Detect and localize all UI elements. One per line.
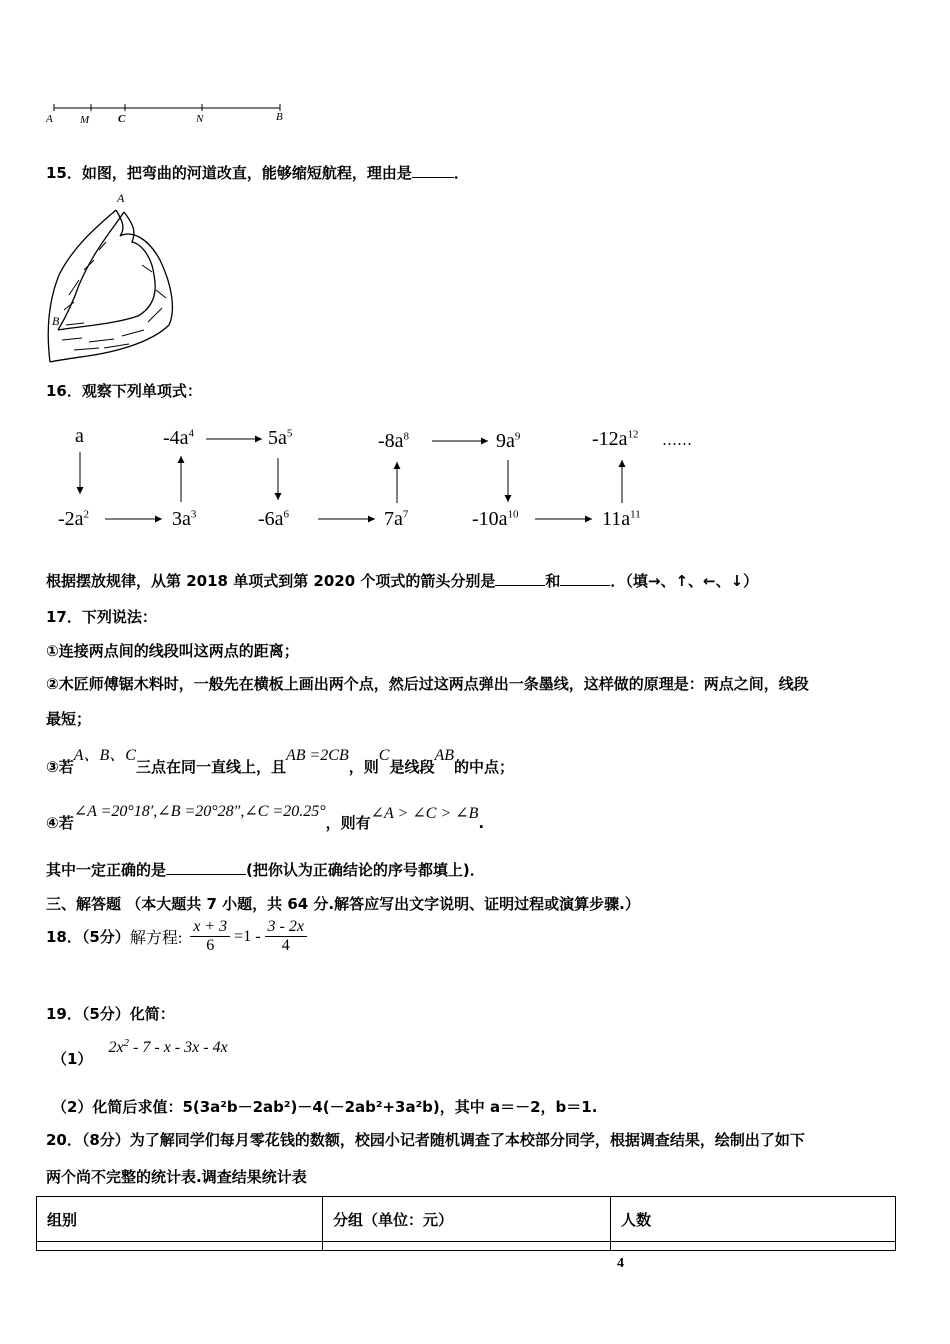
term-2: $-2a^2$ <box>58 508 90 530</box>
term-7: $7a^7$ <box>384 508 409 530</box>
page-number: 4 <box>617 1256 624 1271</box>
point-label-m: M <box>80 114 90 126</box>
q16-blank-2[interactable] <box>560 585 610 586</box>
question-15: 15．如图，把弯曲的河道改直，能够缩短航程，理由是 ． <box>46 164 469 182</box>
term-6: $-6a^6$ <box>258 508 290 530</box>
term-9: $9a^9$ <box>496 430 521 452</box>
q15-text: 15．如图，把弯曲的河道改直，能够缩短航程，理由是 <box>46 164 412 182</box>
term-1: a <box>75 425 84 447</box>
question-18: 18．（5分） 解方程: $\frac{x + 3}{6}$ =1 - $\frac{3 - 2x}{4}$ <box>46 918 307 955</box>
q18-fraction-1: $\frac{x + 3}{6}$ <box>190 918 230 955</box>
table-header-count: 人数 <box>611 1197 896 1242</box>
table-row <box>37 1242 896 1251</box>
q16-blank-1[interactable] <box>495 585 545 586</box>
terms-ellipsis: …… <box>662 431 692 449</box>
q20-line-1: 20．（8分）为了解同学们每月零花钱的数额，校园小记者随机调查了本校部分同学，根据调查结果，绘制出了如下 <box>46 1131 805 1149</box>
river-label-b: B <box>52 314 60 328</box>
term-arrows <box>0 0 950 560</box>
q17-blank[interactable] <box>166 874 246 875</box>
term-8: $-8a^8$ <box>378 430 410 452</box>
stat-table <box>36 1196 896 1251</box>
q17-statement-2a: ②木匠师傅锯木料时，一般先在横板上画出两个点，然后过这两点弹出一条墨线，这样做的原理是：两点之间，线段 <box>46 675 809 693</box>
term-11: $11a^{11}$ <box>602 508 641 530</box>
q17-answer: 其中一定正确的是 (把你认为正确结论的序号都填上)． <box>46 861 485 879</box>
point-label-b: B <box>276 111 283 123</box>
table-header-range: 分组（单位：元） <box>323 1197 611 1242</box>
q17-statement-2b: 最短； <box>46 710 92 728</box>
question-16-title: 16．观察下列单项式： <box>46 382 202 400</box>
point-label-a: A <box>46 113 53 125</box>
q17-statement-1: ①连接两点间的线段叫这两点的距离； <box>46 642 299 660</box>
term-4: $-4a^4$ <box>163 427 195 449</box>
q16-question: 根据摆放规律，从第 2018 单项式到第 2020 个项式的箭头分别是 和 ．（填→、↑、←、↓） <box>46 572 759 590</box>
q17-statement-4: ④若∠A =20°18′,∠B =20°28″,∠C =20.25°，则有∠A > ∠C > ∠B. <box>46 803 485 832</box>
term-5: $5a^5$ <box>268 427 293 449</box>
q19-part-2: （2）化简后求值：5(3a²b－2ab²)－4(－2ab²+3a²b)，其中 a＝－2，b＝1. <box>52 1098 598 1116</box>
point-label-n: N <box>196 113 204 125</box>
section-3-heading: 三、解答题 （本大题共 7 小题，共 64 分.解答应写出文字说明、证明过程或演算步骤.） <box>46 895 640 913</box>
term-10: $-10a^{10}$ <box>472 508 519 530</box>
q17-statement-3: ③若A、B、C三点在同一直线上，且AB =2CB，则C是线段AB的中点； <box>46 747 515 776</box>
river-label-a: A <box>117 191 125 205</box>
q19-part-1: $(1)2x^2 - 7$ - x - 3x - 4x <box>52 1037 228 1068</box>
table-header-group: 组别 <box>37 1197 323 1242</box>
term-12: $-12a^{12}$ <box>592 428 639 450</box>
term-3: $3a^3$ <box>172 508 197 530</box>
q20-line-2: 两个尚不完整的统计表.调查结果统计表 <box>46 1168 307 1186</box>
q19-title: 19．（5分）化简： <box>46 1005 175 1023</box>
table-header-row <box>37 1197 896 1242</box>
point-label-c: C <box>118 113 126 125</box>
q17-title: 17．下列说法： <box>46 608 157 626</box>
q18-fraction-2: $\frac{3 - 2x}{4}$ <box>265 918 307 955</box>
